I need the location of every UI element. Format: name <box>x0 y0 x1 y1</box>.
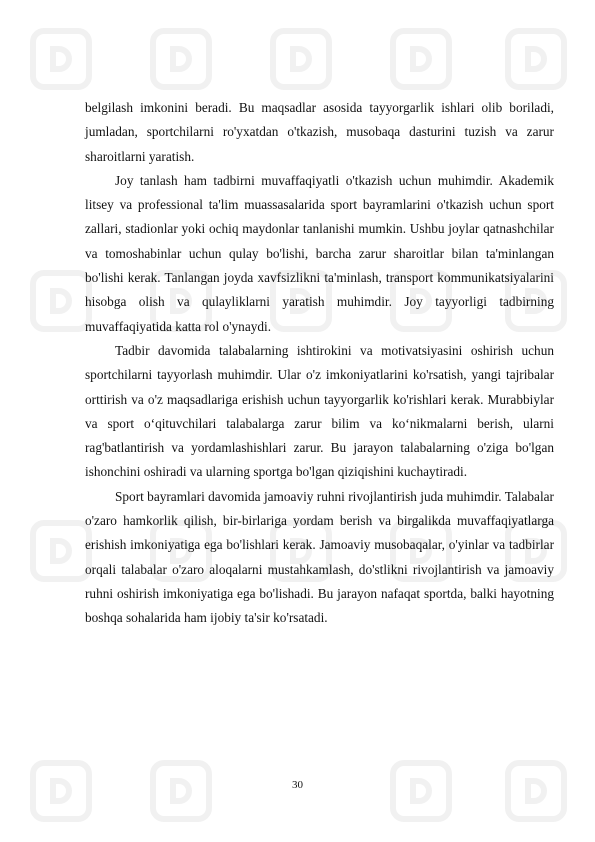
paragraph-venue-selection: Joy tanlash ham tadbirni muvaffaqiyatli o'tkazish uchun muhimdir. Akademik litsey va professional ta'lim muassasalarida sport bayramlarini o'tkazish uchun sport zallari, stadionlar yoki ochiq maydonlar tanlanishi mumkin. Ushbu joylar qatnashchilar va tomoshabinlar uchun qulay bo'lishi, barcha zarur sharoitlar bilan ta'minlangan bo'lishi kerak. Tanlangan joyda xavfsizlikni ta'minlash, transport kommunikatsiyalarini hisobga olish va qulayliklarni yaratish muhimdir. Joy tayyorligi tadbirning muvaffaqiyatida katta rol o'ynaydi. <box>85 172 554 334</box>
watermark-logo-icon <box>390 28 452 90</box>
paragraph-continuation: belgilash imkonini beradi. Bu maqsadlar asosida tayyorgarlik ishlari olib boriladi, jumladan, sportchilarni ro'yxatdan o'tkazish, musobaqa dasturini tuzish va zarur sharoitlarni yaratish. <box>85 100 554 164</box>
paragraph-team-spirit: Sport bayramlari davomida jamoaviy ruhni rivojlantirish juda muhimdir. Talabalar o'zaro hamkorlik qilish, bir-birlariga yordam berish va birgalikda muvaffaqiyatlarga erishish imkoniyatiga ega bo'lishlari kerak. Jamoaviy musobaqalar, o'yinlar va tadbirlar orqali talabalar o'zaro aloqalarni mustahkamlash, do'stlikni rivojlantirish va jamoaviy ruhni oshirish imkoniyatiga ega bo'lishadi. Bu jarayon nafaqat sportda, balki hayotning boshqa sohalarida ham ijobiy ta'sir ko'rsatadi. <box>85 488 554 626</box>
watermark-logo-icon <box>150 760 212 822</box>
watermark-logo-icon <box>505 760 567 822</box>
watermark-logo-icon <box>30 520 92 582</box>
watermark-logo-icon <box>270 28 332 90</box>
watermark-logo-icon <box>150 28 212 90</box>
watermark-logo-icon <box>30 28 92 90</box>
document-body <box>85 96 554 631</box>
watermark-logo-icon <box>390 760 452 822</box>
watermark-logo-icon <box>505 28 567 90</box>
watermark-logo-icon <box>30 760 92 822</box>
paragraph-athlete-preparation: Tadbir davomida talabalarning ishtirokini va motivatsiyasini oshirish uchun sportchilarni tayyorlash muhimdir. Ular o'z imkoniyatlarini ko'rsatish, yangi tajribalar orttirish va o'z maqsadlariga erishish uchun tayyorgarlik ko'rishlari kerak. Murabbiylar va sport o‘qituvchilari talabalarga zarur bilim va ko‘nikmalarni berish, ularni rag'batlantirish va yordamlashishlari zarur. Bu jarayon talabalarning o'ziga bo'lgan ishonchini oshiradi va ularning sportga bo'lgan qiziqishini kuchaytiradi. <box>85 342 554 480</box>
page-number: 30 <box>292 779 303 791</box>
watermark-logo-icon <box>30 270 92 332</box>
